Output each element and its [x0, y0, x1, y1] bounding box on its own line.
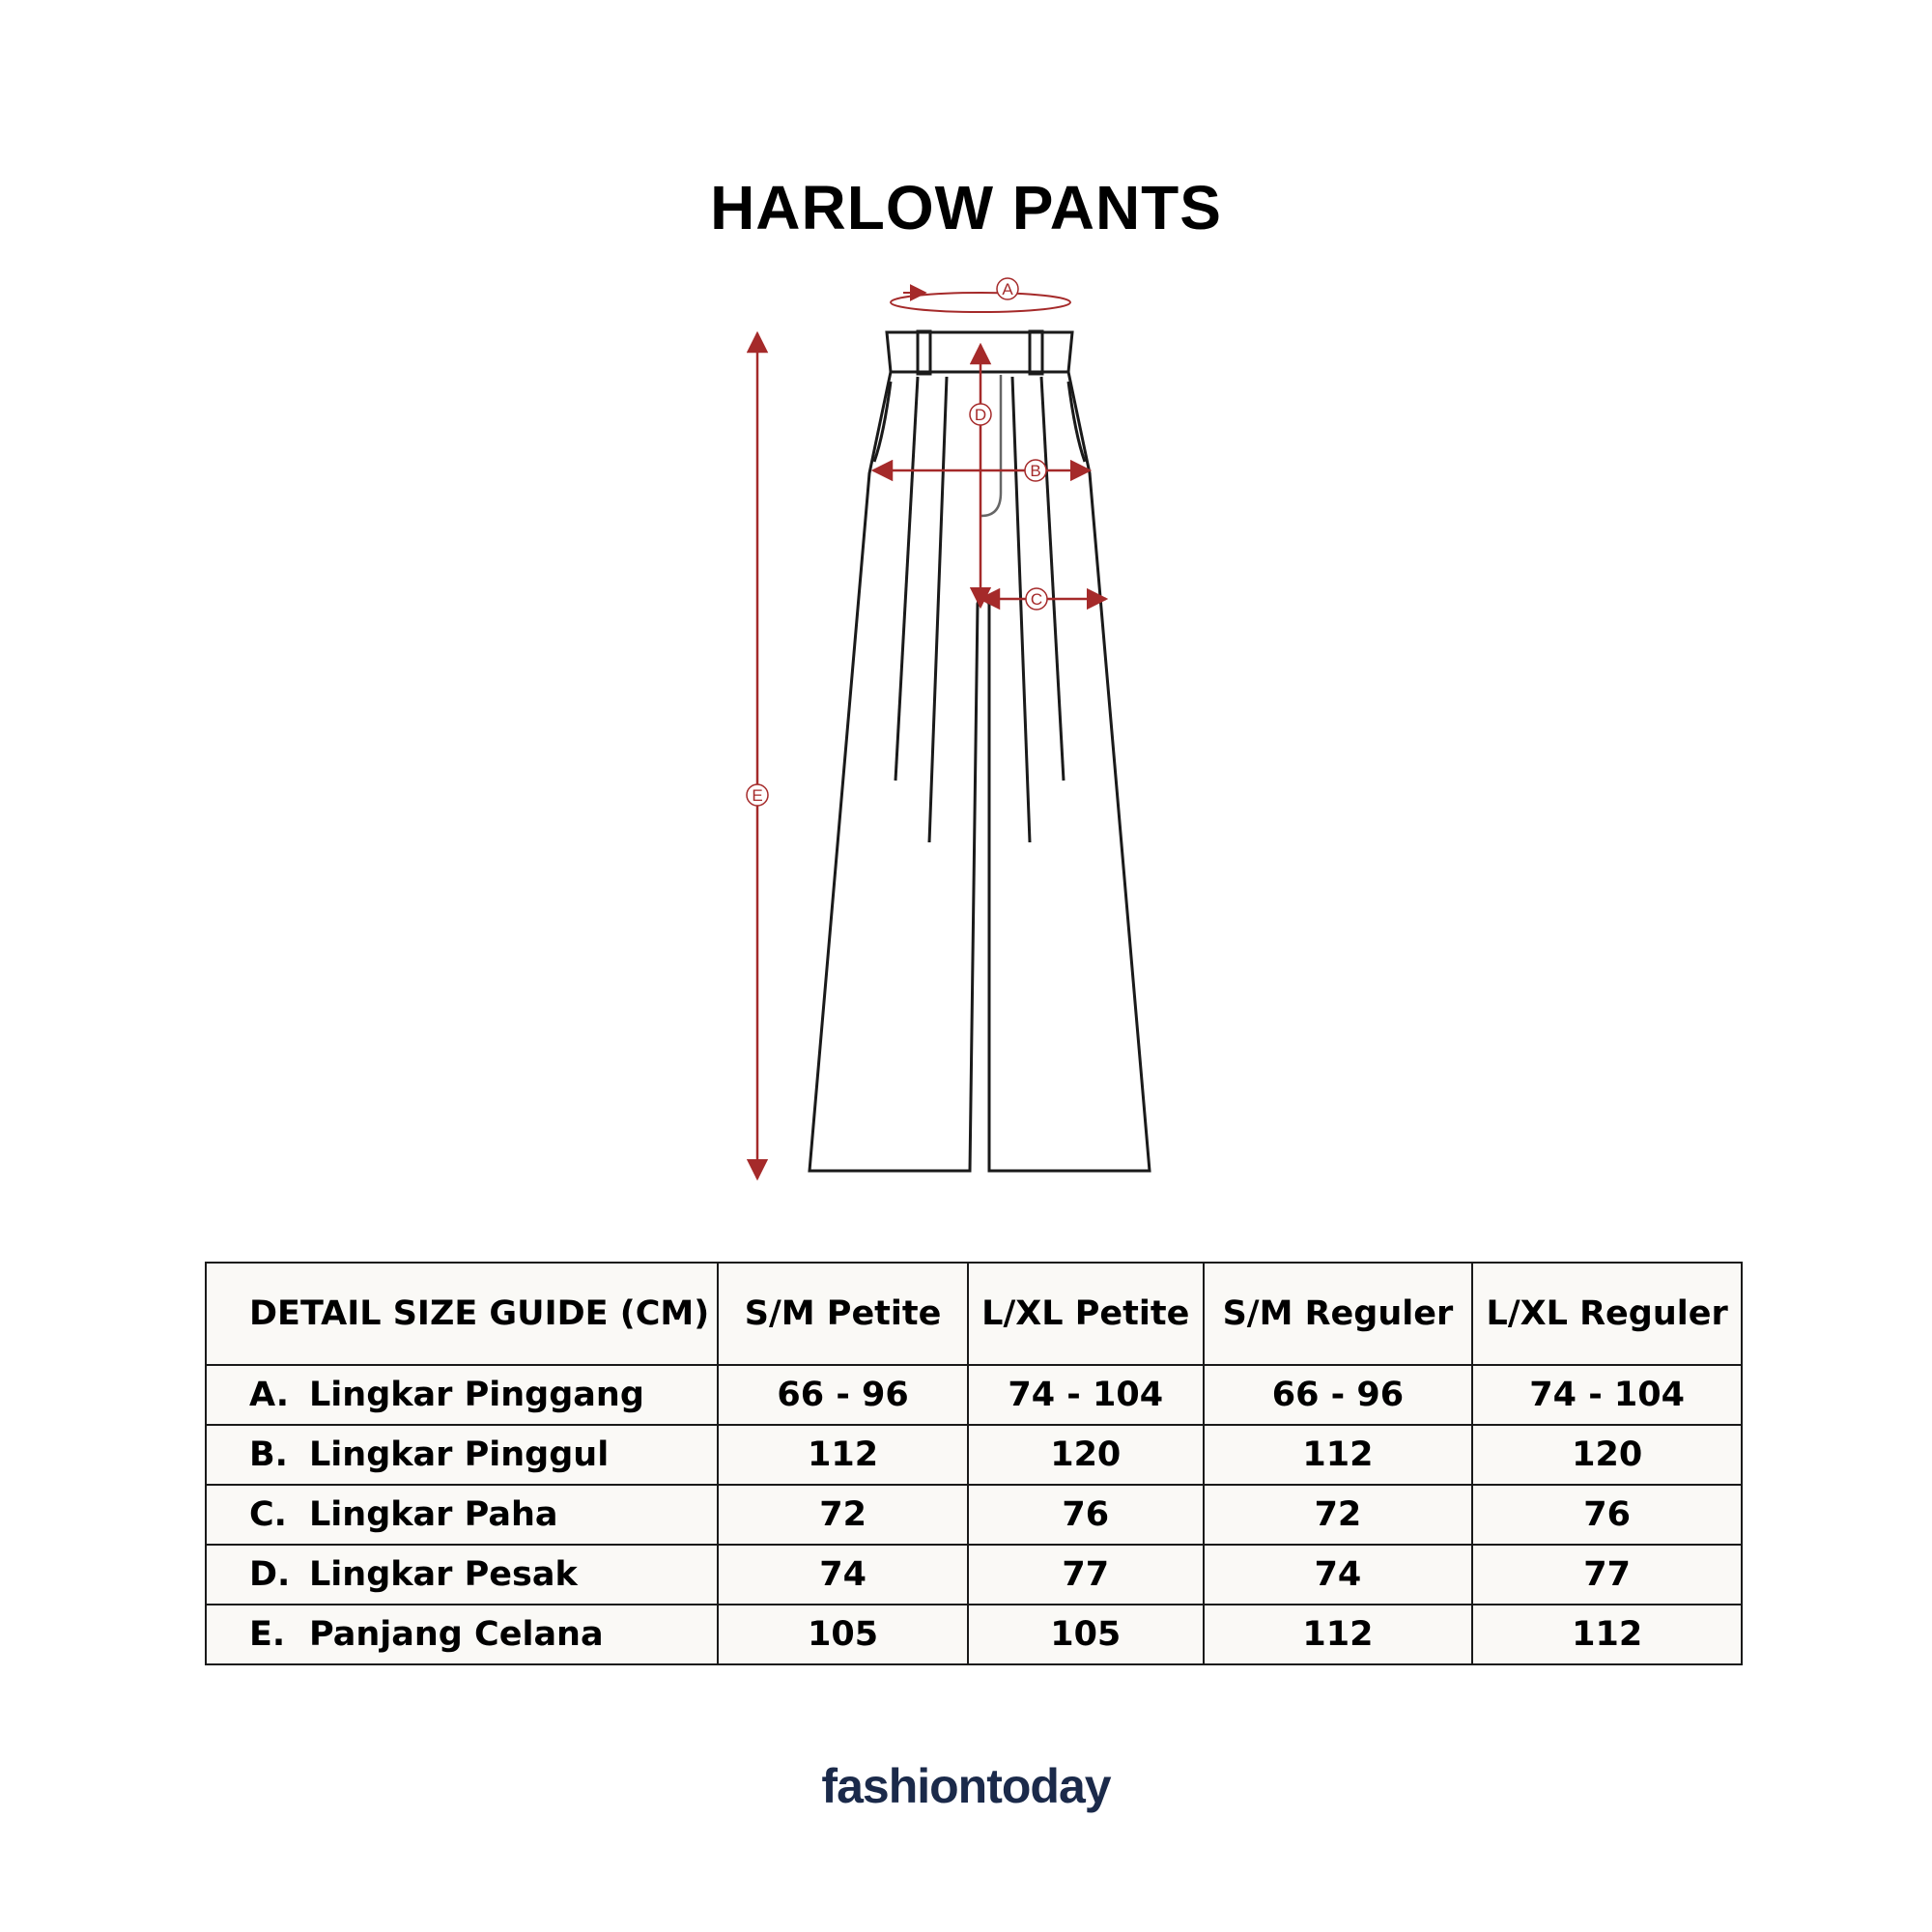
table-cell: 74 - 104	[1472, 1365, 1742, 1425]
page-title: HARLOW PANTS	[710, 173, 1222, 242]
table-cell: 72	[1204, 1485, 1473, 1545]
table-cell: 112	[718, 1425, 968, 1485]
table-cell: 74	[1204, 1545, 1473, 1605]
pocket-left	[874, 382, 891, 462]
table-cell: 105	[968, 1605, 1204, 1664]
brand-logo: fashiontoday	[821, 1759, 1111, 1813]
table-row	[206, 1425, 1742, 1485]
row-label	[206, 1425, 718, 1485]
column-header: S/M Reguler	[1204, 1263, 1473, 1365]
size-guide-table	[205, 1262, 1743, 1665]
marker-c-letter: C	[1030, 590, 1043, 609]
table-cell: 112	[1472, 1605, 1742, 1664]
right-leg	[980, 372, 1150, 1171]
marker-d-letter: D	[974, 406, 987, 424]
table-cell: 120	[968, 1425, 1204, 1485]
row-letter: D.	[249, 1555, 291, 1594]
row-label	[206, 1605, 718, 1664]
row-letter: A.	[249, 1376, 290, 1414]
row-letter: E.	[249, 1615, 286, 1654]
row-letter: B.	[249, 1435, 288, 1474]
table-cell: 66 - 96	[718, 1365, 968, 1425]
table-cell: 76	[968, 1485, 1204, 1545]
measure-a	[891, 293, 1070, 312]
row-label	[206, 1365, 718, 1425]
row-label	[206, 1485, 718, 1545]
pleat-1	[895, 377, 918, 781]
table-cell: 72	[718, 1485, 968, 1545]
table-row	[206, 1545, 1742, 1605]
row-label	[206, 1545, 718, 1605]
table-header-label: DETAIL SIZE GUIDE (CM)	[206, 1263, 718, 1365]
table-row	[206, 1605, 1742, 1664]
row-name: Lingkar Pesak	[309, 1555, 578, 1594]
column-header: S/M Petite	[718, 1263, 968, 1365]
pleat-3	[1041, 377, 1064, 781]
table-row	[206, 1365, 1742, 1425]
pocket-right	[1068, 382, 1085, 462]
row-name: Lingkar Pinggang	[309, 1376, 644, 1414]
row-name: Lingkar Pinggul	[309, 1435, 610, 1474]
table-cell: 74	[718, 1545, 968, 1605]
table-header-row	[206, 1263, 1742, 1365]
table-cell: 77	[1472, 1545, 1742, 1605]
belt-loop-right	[1030, 331, 1042, 374]
table-cell: 120	[1472, 1425, 1742, 1485]
pleat-4	[1012, 377, 1030, 842]
table-cell: 77	[968, 1545, 1204, 1605]
marker-b-letter: B	[1030, 462, 1041, 480]
table-cell: 66 - 96	[1204, 1365, 1473, 1425]
fly-stitch	[981, 375, 1001, 516]
column-header: L/XL Petite	[968, 1263, 1204, 1365]
table-cell: 76	[1472, 1485, 1742, 1545]
pleat-2	[929, 377, 947, 842]
marker-a-letter: A	[1002, 280, 1013, 298]
table-cell: 112	[1204, 1605, 1473, 1664]
table-cell: 74 - 104	[968, 1365, 1204, 1425]
belt-loop-left	[918, 331, 930, 374]
table-cell: 105	[718, 1605, 968, 1664]
column-header: L/XL Reguler	[1472, 1263, 1742, 1365]
row-name: Panjang Celana	[309, 1615, 604, 1654]
row-letter: C.	[249, 1495, 287, 1534]
marker-e-letter: E	[752, 786, 763, 805]
table-cell: 112	[1204, 1425, 1473, 1485]
row-name: Lingkar Paha	[309, 1495, 558, 1534]
table-row	[206, 1485, 1742, 1545]
